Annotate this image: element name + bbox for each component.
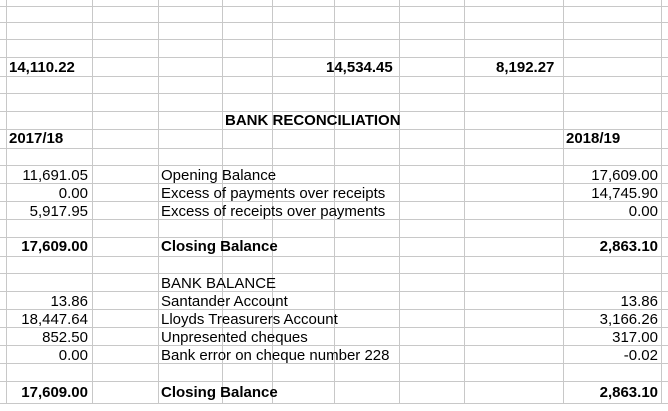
bank-balance-heading: BANK BALANCE (161, 275, 277, 292)
year-header-left: 2017/18 (9, 130, 64, 147)
total-2017-value: 14,110.22 (9, 59, 75, 76)
grid-row-line (0, 6, 668, 7)
unpresented-2017: 852.50 (42, 329, 88, 346)
lloyds-2017: 18,447.64 (21, 311, 88, 328)
year-header-right: 2018/19 (566, 130, 621, 147)
total-right-value: 8,192.27 (496, 59, 555, 76)
santander-2017: 13.86 (50, 293, 88, 310)
grid-row-line (0, 22, 668, 23)
lloyds-2018: 3,166.26 (599, 311, 658, 328)
closing-balance-2018: 2,863.10 (599, 238, 658, 255)
final-closing-balance-2018: 2,863.10 (599, 384, 658, 401)
excess-payments-2018: 14,745.90 (591, 185, 658, 202)
grid-row-line (0, 291, 668, 292)
unpresented-2018: 317.00 (612, 329, 658, 346)
closing-balance-2017: 17,609.00 (21, 238, 88, 255)
opening-balance-2018: 17,609.00 (591, 167, 658, 184)
total-mid-value: 14,534.45 (326, 59, 393, 76)
excess-payments-2017: 0.00 (58, 185, 88, 202)
grid-column-line (661, 0, 662, 404)
final-closing-balance-2017: 17,609.00 (21, 384, 88, 401)
bank-error-label: Bank error on cheque number 228 (161, 347, 390, 364)
grid-row-line (0, 256, 668, 257)
grid-column-line (464, 0, 465, 404)
grid-column-line (92, 0, 93, 404)
excess-receipts-2018: 0.00 (628, 203, 658, 220)
excess-receipts-label: Excess of receipts over payments (161, 203, 386, 220)
grid-row-line (0, 273, 668, 274)
grid-row-line (0, 57, 668, 58)
santander-2018: 13.86 (620, 293, 658, 310)
unpresented-label: Unpresented cheques (161, 329, 308, 346)
grid-row-line (0, 381, 668, 382)
grid-row-line (0, 148, 668, 149)
grid-row-line (0, 403, 668, 404)
excess-receipts-2017: 5,917.95 (29, 203, 88, 220)
grid-row-line (0, 39, 668, 40)
closing-balance-label: Closing Balance (161, 238, 278, 255)
santander-label: Santander Account (161, 293, 288, 310)
page-title: BANK RECONCILIATION (225, 112, 401, 129)
final-closing-balance-label: Closing Balance (161, 384, 278, 401)
lloyds-label: Lloyds Treasurers Account (161, 311, 338, 328)
bank-error-2018: -0.02 (623, 347, 658, 364)
excess-payments-label: Excess of payments over receipts (161, 185, 386, 202)
grid-column-line (399, 0, 400, 404)
grid-column-line (158, 0, 159, 404)
bank-error-2017: 0.00 (58, 347, 88, 364)
grid-row-line (0, 165, 668, 166)
opening-balance-2017: 11,691.05 (22, 167, 88, 184)
grid-row-line (0, 93, 668, 94)
opening-balance-label: Opening Balance (161, 167, 277, 184)
